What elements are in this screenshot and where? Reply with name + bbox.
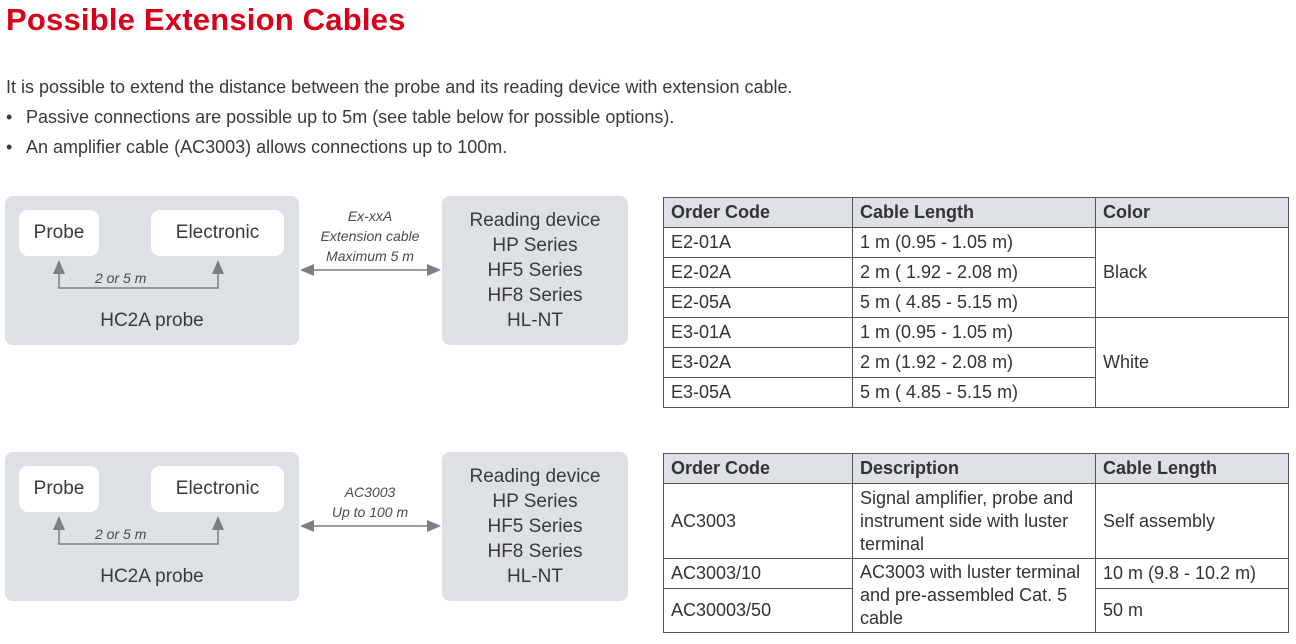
- probe-distance-label: 2 or 5 m: [95, 526, 147, 542]
- cable-length-cell: 1 m (0.95 - 1.05 m): [853, 228, 1096, 258]
- column-header: Color: [1096, 198, 1289, 228]
- intro-text: It is possible to extend the distance between the probe and its reading device with extension cable.: [6, 77, 793, 97]
- order-code-cell: E3-01A: [664, 318, 853, 348]
- probe-node: Probe: [19, 210, 99, 256]
- cable-length-cell: 50 m: [1096, 589, 1289, 633]
- description-cell: Signal amplifier, probe and instrument side with luster terminal: [853, 484, 1096, 559]
- order-code-cell: AC30003/50: [664, 589, 853, 633]
- cable-label: AC3003 Up to 100 m: [331, 484, 409, 520]
- cable-length-cell: 10 m (9.8 - 10.2 m): [1096, 559, 1289, 589]
- cable-length-cell: Self assembly: [1096, 484, 1289, 559]
- electronic-node: Electronic: [151, 466, 284, 512]
- cable-length-cell: 2 m (1.92 - 2.08 m): [853, 348, 1096, 378]
- table-row: [664, 559, 1289, 589]
- cable-label: Ex-xxA Extension cable Maximum 5 m: [320, 208, 420, 264]
- intro-section: [6, 72, 793, 162]
- color-cell: Black: [1096, 228, 1289, 318]
- reading-device-box: Reading device HP Series HF5 Series HF8 Series HL-NT: [442, 196, 628, 345]
- table-row: [664, 318, 1289, 348]
- order-code-cell: E2-02A: [664, 258, 853, 288]
- column-header: Cable Length: [853, 198, 1096, 228]
- order-code-cell: E3-02A: [664, 348, 853, 378]
- table-header-row: [664, 454, 1289, 484]
- electronic-node: Electronic: [151, 210, 284, 256]
- bullet-item: • Passive connections are possible up to 5m (see table below for possible options).: [6, 102, 793, 132]
- bullet-item: • An amplifier cable (AC3003) allows connections up to 100m.: [6, 132, 793, 162]
- amplifier-cable-table: [663, 453, 1289, 633]
- table-row: [664, 228, 1289, 258]
- extension-diagram-passive: [0, 190, 640, 350]
- color-cell: White: [1096, 318, 1289, 408]
- table-row: [664, 484, 1289, 559]
- column-header: Cable Length: [1096, 454, 1289, 484]
- page-title: Possible Extension Cables: [6, 2, 406, 37]
- bullet-marker: •: [6, 137, 13, 157]
- order-code-cell: E2-01A: [664, 228, 853, 258]
- column-header: Order Code: [664, 198, 853, 228]
- cable-length-cell: 2 m ( 1.92 - 2.08 m): [853, 258, 1096, 288]
- order-code-cell: AC3003/10: [664, 559, 853, 589]
- extension-diagram-amplifier: [0, 446, 640, 606]
- table-header-row: [664, 198, 1289, 228]
- column-header: Order Code: [664, 454, 853, 484]
- probe-box-label: HC2A probe: [100, 566, 204, 587]
- description-cell: AC3003 with luster terminal and pre-assembled Cat. 5 cable: [853, 559, 1096, 633]
- probe-box-label: HC2A probe: [100, 310, 204, 331]
- order-code-cell: E2-05A: [664, 288, 853, 318]
- cable-length-cell: 5 m ( 4.85 - 5.15 m): [853, 378, 1096, 408]
- cable-length-cell: 5 m ( 4.85 - 5.15 m): [853, 288, 1096, 318]
- cable-length-cell: 1 m (0.95 - 1.05 m): [853, 318, 1096, 348]
- probe-node: Probe: [19, 466, 99, 512]
- reading-device-box: Reading device HP Series HF5 Series HF8 Series HL-NT: [442, 452, 628, 601]
- extension-cable-table: [663, 197, 1289, 408]
- probe-distance-label: 2 or 5 m: [95, 270, 147, 286]
- column-header: Description: [853, 454, 1096, 484]
- order-code-cell: E3-05A: [664, 378, 853, 408]
- bullet-marker: •: [6, 107, 13, 127]
- order-code-cell: AC3003: [664, 484, 853, 559]
